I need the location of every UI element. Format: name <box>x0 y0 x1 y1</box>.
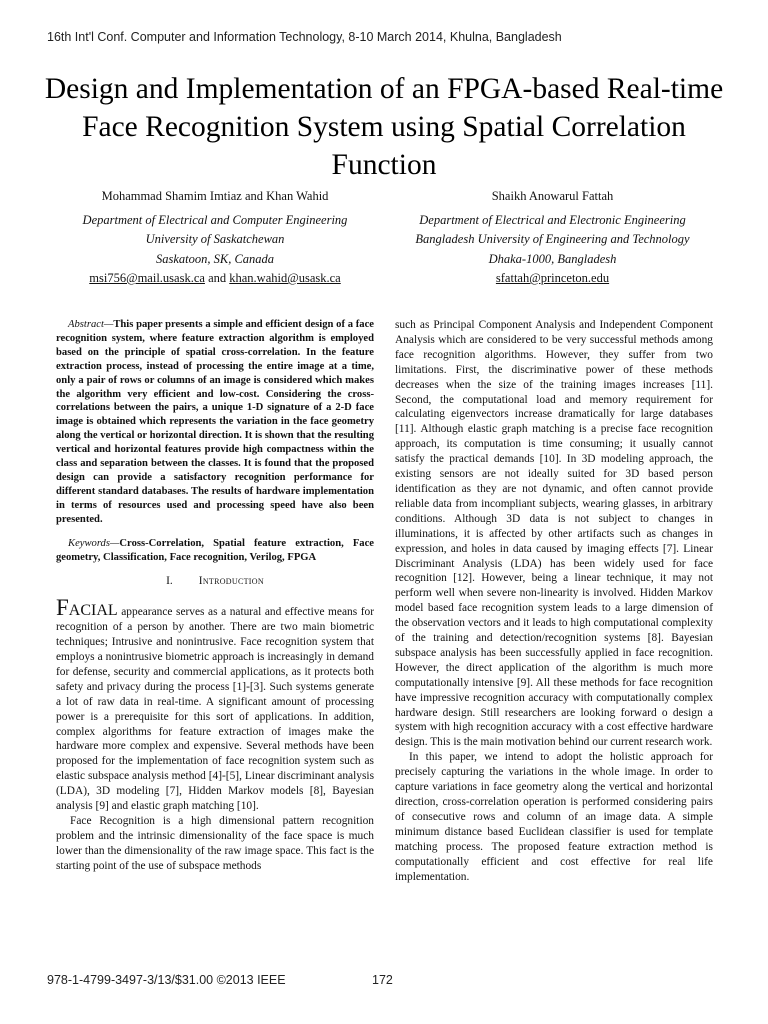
drop-cap-word: Facial <box>56 595 118 621</box>
left-column <box>56 318 374 874</box>
abstract-lead: Abstract— <box>68 319 114 330</box>
paragraph-text: appearance serves as a natural and effective means for recognition of a person by another. There are two main biometric techniques; Intrusive and nonintrusive. Face recognition system that employs a nonintrusive biometric approach is increasingly in demand for defense, security and commercial applications, as it protects both safety and privacy during the process [1]-[3]. Such systems generate a lot of raw data in real-time. A significant amount of processing power is a prerequisite for this sort of applications. In addition, complex algorithms for feature extraction of images make the hardware more complex and expensive. Several methods have been proposed for the implementation of face recognition system such as elastic subspace analysis method [4]-[5], Linear discriminant analysis (LDA), 3D modeling [7], Hidden Markov models [8], Bayesian analysis [9] and elastic graph matching [10]. <box>56 606 374 813</box>
author-emails <box>45 269 385 289</box>
intro-paragraph-1 <box>56 595 374 814</box>
author-names: Mohammad Shamim Imtiaz and Khan Wahid <box>101 189 329 203</box>
author-university: Bangladesh University of Engineering and Technology <box>415 232 690 246</box>
section-heading <box>56 574 374 589</box>
paper-title: Design and Implementation of an FPGA-based Real-time Face Recognition System using Spatial Correlation Function <box>44 73 724 181</box>
intro-paragraph-4: In this paper, we intend to adopt the holistic approach for precisely capturing the variations in the whole image. In order to capture variations in face geometry along the vertical and horizontal direction, cross-correlation operation is performed considering pairs of consecutive rows and column of an image data. A simple minimum distance based Euclidean classifier is used for template matching process. The proposed feature extraction method is computationally efficient and cost effective for real life implementation. <box>395 751 713 883</box>
page-number: 172 <box>372 973 393 987</box>
keywords <box>56 537 374 565</box>
email-link[interactable]: msi756@mail.usask.ca <box>89 271 205 285</box>
author-city: Dhaka-1000, Bangladesh <box>488 251 617 266</box>
author-city: Saskatoon, SK, Canada <box>155 251 275 266</box>
author-names: Shaikh Anowarul Fattah <box>491 189 614 203</box>
copyright-footer: 978-1-4799-3497-3/13/$31.00 ©2013 IEEE <box>47 973 286 987</box>
keywords-lead: Keywords— <box>68 537 120 549</box>
email-link[interactable]: sfattah@princeton.edu <box>495 271 610 285</box>
abstract <box>56 318 374 527</box>
author-block-right <box>380 187 725 289</box>
right-column <box>395 318 713 884</box>
author-block-left <box>45 187 385 289</box>
intro-paragraph-3: such as Principal Component Analysis and Independent Component Analysis which are considered to be very successful methods among face recognition algorithms. However, they suffer from two limitations. First, the discriminative power of these methods decreases when the size of the training images increases [11]. Second, the computational load and memory requirement for calculating eigenvectors increase dramatically for large databases [11]. Although elastic graph matching is a precise face recognition approach, its computation is time consuming; it usually cannot satisfy the practical demands [10]. In 3D modeling approach, the existing sensors are not ideally suited for 3D based person identification as they are not dynamic, and often cannot provide reliable data from incompliant subjects, wearing glasses, in arbitrary conditions. Although 3D data is not subject to changes in illuminations, it is affected by other artifacts such as changes in expression, and holes in data caused by imaging effects [7]. Linear Discriminant Analysis (LDA) has been widely used for face recognition [12]. However, being a linear technique, it may not perform well when severe non-linearity is involved. Hidden Markov model based face recognition system leads to a large dimension of the observation vectors and it leads to high computational complexity of the training and detection/recognition systems [8]. Bayesian subspace analysis has been successfully applied in face recognition. However, the direct application of the algorithm is much more computationally intensive [9]. All these methods for face recognition have impressive recognition accuracy with computationally complex hardware design. Still researchers are looking forward o design a system with high recognition accuracy with a cost effective hardware design. This is the main motivation behind our current research work. <box>395 319 713 749</box>
section-number: I. <box>166 575 173 588</box>
author-department: Department of Electrical and Electronic Engineering <box>419 212 686 227</box>
keywords-text: Cross-Correlation, Spatial feature extraction, Face geometry, Classification, Face recognition, Verilog, FPGA <box>56 537 374 563</box>
section-title: Introduction <box>198 575 264 588</box>
intro-paragraph-2: Face Recognition is a high dimensional pattern recognition problem and the intrinsic dimensionality of the face space is much lower than the dimensionality of the raw image space. This fact is the starting point of the use of subspace methods <box>56 815 374 872</box>
author-emails <box>380 269 725 289</box>
author-university: University of Saskatchewan <box>145 232 285 246</box>
email-separator: and <box>208 271 227 285</box>
email-link[interactable]: khan.wahid@usask.ca <box>229 271 341 285</box>
conference-header: 16th Int'l Conf. Computer and Information Technology, 8-10 March 2014, Khulna, Bangladesh <box>47 30 562 44</box>
author-department: Department of Electrical and Computer Engineering <box>82 212 348 227</box>
abstract-text: This paper presents a simple and efficient design of a face recognition system, where feature extraction algorithm is employed based on the principle of spatial cross-correlation. In the feature extraction process, instead of processing the entire image at a time, only a pair of rows or columns of an image is considered which makes the algorithm very efficient and low-cost. Considering the cross-correlations between the pairs, a unique 1-D signature of a 2-D face image is obtained which represents the variation in the face geometry along the vertical or horizontal direction. It is shown that the resulting vertical and horizontal features provide high compactness within the class and separation between the classes. It is found that the proposed design can provide a satisfactory recognition performance for different standard databases. The results of hardware implementation in terms of resources used and processing speed have also been presented. <box>56 319 374 525</box>
